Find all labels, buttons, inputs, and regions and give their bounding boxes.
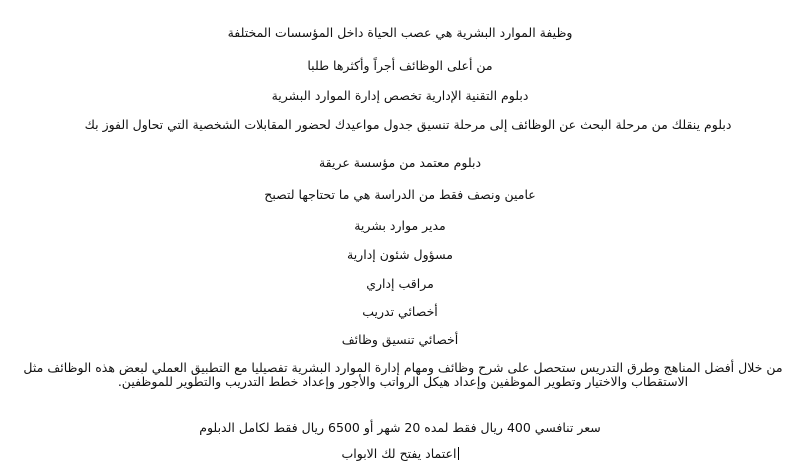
- doc-line-12: من خلال أفضل المناهج وطرق التدريس ستحصل على شرح وظائف ومهام إدارة الموارد البشرية تفصيليا مع التطبيق العملي لبعض هذه الوظائف مثل الاستقطاب والاختيار وتطوير الموظفين وإعداد هيكل الرواتب والأجور وإعداد خطط التدريب والتطوير للموظفين.: [23, 360, 783, 389]
- doc-line-14[interactable]: [24, 446, 776, 461]
- doc-line-3: دبلوم التقنية الإدارية تخصص إدارة الموارد البشرية: [271, 88, 529, 103]
- text-cursor: [458, 447, 459, 460]
- doc-line-10: أخصائي تدريب: [362, 304, 438, 319]
- doc-line-4: دبلوم ينقلك من مرحلة البحث عن الوظائف إلى مرحلة تنسيق جدول مواعيدك لحضور المقابلات الشخصية التي تحاول الفوز بك: [84, 117, 732, 132]
- doc-line-13: سعر تنافسي 400 ريال فقط لمده 20 شهر أو 6500 ريال فقط لكامل الدبلوم: [199, 420, 601, 435]
- doc-line-14-text: اعتماد يفتح لك الابواب: [341, 446, 457, 461]
- doc-line-7: مدير موارد بشرية: [354, 218, 446, 233]
- doc-line-1: وظيفة الموارد البشرية هي عصب الحياة داخل المؤسسات المختلفة: [227, 25, 573, 40]
- doc-line-6: عامين ونصف فقط من الدراسة هي ما تحتاجها لتصبح: [264, 187, 536, 202]
- doc-line-11: أخصائي تنسيق وظائف: [341, 332, 459, 347]
- doc-line-9: مراقب إداري: [366, 276, 434, 291]
- doc-line-2: من أعلى الوظائف أجراً وأكثرها طلبا: [307, 58, 493, 73]
- doc-line-5: دبلوم معتمد من مؤسسة عريقة: [318, 155, 482, 170]
- doc-line-8: مسؤول شئون إدارية: [347, 247, 453, 262]
